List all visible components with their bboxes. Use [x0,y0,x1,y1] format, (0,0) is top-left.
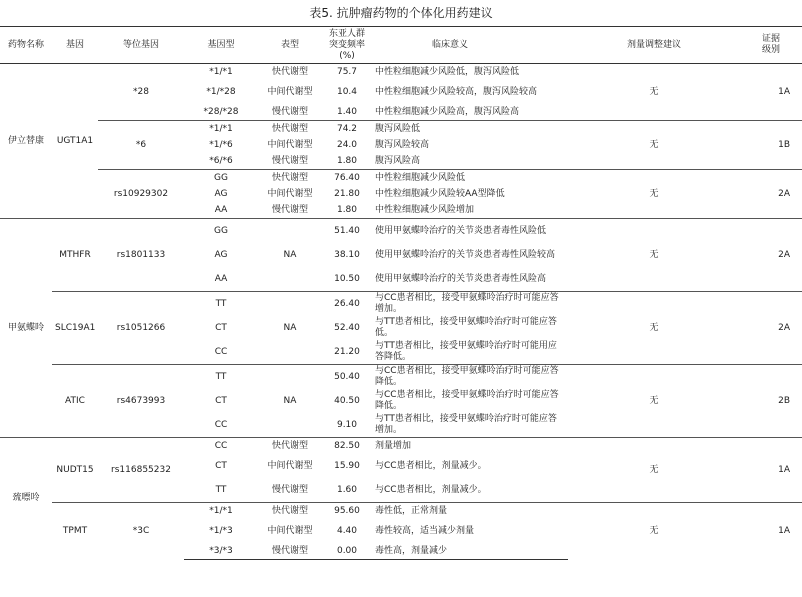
dosing-table [0,26,802,560]
phenotype: 慢代谢型 [271,155,308,166]
gene-name: NUDT15 [52,438,98,503]
frequency: 52.40 [334,322,360,333]
phenotype: NA [258,292,322,365]
dose-advice: 无 [568,121,740,170]
genotype: TT [215,484,227,495]
header-clinical-meaning: 临床意义 [372,27,568,64]
evidence-level: 2A [740,170,802,219]
allele: rs1051266 [98,292,184,365]
genotype: *3/*3 [184,543,258,560]
clinical-meaning: 与CC患者相比，接受甲氨蝶呤治疗时可能应答降低。 [372,365,568,390]
table-row [0,170,802,187]
clinical-meaning: 与CC患者相比，剂量减少。 [375,460,487,471]
phenotype: 中间代谢型 [267,139,313,150]
header-evidence-level: 证据 级别 [740,27,802,64]
header-genotype: 基因型 [184,27,258,64]
frequency: 40.50 [334,395,360,406]
genotype: *1/*6 [209,139,233,150]
evidence-level: 2B [740,365,802,438]
clinical-meaning: 与TT患者相比，接受甲氨蝶呤治疗时可能应答低。 [375,317,557,338]
gene-name: TPMT [52,503,98,560]
genotype: *28/*28 [203,106,239,117]
phenotype: NA [258,219,322,292]
phenotype: NA [258,365,322,438]
dose-advice: 无 [568,219,740,292]
genotype: GG [184,170,258,187]
phenotype: 中间代谢型 [267,86,313,97]
clinical-meaning: 毒性高，剂量减少 [372,543,568,560]
allele: rs1801133 [98,219,184,292]
genotype: *6/*6 [209,155,233,166]
table-row [0,438,802,455]
frequency: 10.50 [334,273,360,284]
frequency: 21.80 [334,188,360,199]
frequency: 76.40 [322,170,372,187]
allele: *6 [98,121,184,170]
header-gene: 基因 [52,27,98,64]
header-drug: 药物名称 [0,27,52,64]
table-row [0,219,802,244]
frequency: 1.60 [336,484,358,495]
genotype: AG [214,249,228,260]
genotype: *1/*1 [184,503,258,520]
frequency: 26.40 [322,292,372,317]
frequency: 1.80 [336,155,358,166]
frequency: 95.60 [322,503,372,520]
genotype: CC [214,346,228,357]
phenotype: 快代谢型 [258,503,322,520]
phenotype: 快代谢型 [258,170,322,187]
dose-advice: 无 [649,86,659,97]
clinical-meaning: 中性粒细胞减少风险增加 [375,204,475,215]
genotype: CC [214,419,228,430]
frequency: 1.80 [336,204,358,215]
gene-name: SLC19A1 [52,292,98,365]
allele: rs10929302 [98,170,184,219]
clinical-meaning: 使用甲氨蝶呤治疗的关节炎患者毒性风险低 [372,219,568,244]
evidence-level: 1A [778,86,790,97]
clinical-meaning: 毒性低，正常剂量 [372,503,568,520]
dose-advice: 无 [568,170,740,219]
genotype: CT [215,395,227,406]
allele: rs4673993 [98,365,184,438]
table-row [0,64,802,81]
clinical-meaning: 中性粒细胞减少风险低，腹泻风险低 [375,66,520,77]
genotype: TT [184,292,258,317]
clinical-meaning: 腹泻风险低 [372,121,568,138]
table-caption: 表5. 抗肿瘤药物的个体化用药建议 [309,6,493,20]
table-row [0,503,802,520]
clinical-meaning: 中性粒细胞减少风险较AA型降低 [375,188,505,199]
frequency: 4.40 [336,525,358,536]
allele: *28 [133,86,149,97]
clinical-meaning: 剂量增加 [372,438,568,455]
frequency: 51.40 [322,219,372,244]
gene-name: UGT1A1 [56,135,94,146]
header-frequency: 东亚人群 突变频率 (%) [322,27,372,64]
phenotype: 快代谢型 [258,121,322,138]
allele: *3C [98,503,184,560]
dose-advice: 无 [568,292,740,365]
genotype: AA [214,273,228,284]
dose-advice: 无 [568,365,740,438]
genotype: *1/*3 [209,525,233,536]
frequency: 82.50 [322,438,372,455]
header-row [0,27,802,64]
evidence-level: 2A [740,292,802,365]
clinical-meaning: 与CC患者相比，接受甲氨蝶呤治疗时可能应答增加。 [372,292,568,317]
genotype: CT [215,322,227,333]
clinical-meaning: 使用甲氨蝶呤治疗的关节炎患者毒性风险高 [375,273,547,284]
phenotype: 快代谢型 [271,66,308,77]
genotype: *1/*1 [184,121,258,138]
frequency: 1.40 [336,106,358,117]
clinical-meaning: 中性粒细胞减少风险高，腹泻风险高 [375,106,520,117]
frequency: 0.00 [322,543,372,560]
evidence-level: 1A [740,503,802,560]
frequency: 10.4 [336,86,358,97]
phenotype: 慢代谢型 [258,543,322,560]
drug-name: 甲氨蝶呤 [0,219,52,438]
genotype: GG [184,219,258,244]
dose-advice: 无 [568,438,740,503]
frequency: 50.40 [322,365,372,390]
clinical-meaning: 与CC患者相比，接受甲氨蝶呤治疗时可能应答降低。 [375,390,559,411]
phenotype: 中间代谢型 [267,460,313,471]
evidence-level: 2A [740,219,802,292]
genotype: AG [214,188,228,199]
header-allele: 等位基因 [98,27,184,64]
evidence-level: 1A [740,438,802,503]
frequency: 74.2 [322,121,372,138]
gene-name: ATIC [52,365,98,438]
drug-name: 伊立替康 [7,135,44,146]
frequency: 75.7 [336,66,358,77]
clinical-meaning: 与TT患者相比，接受甲氨蝶呤治疗时可能应答增加。 [375,414,557,435]
clinical-meaning: 毒性较高，适当减少剂量 [375,525,475,536]
gene-name: MTHFR [52,219,98,292]
genotype: CC [184,438,258,455]
genotype: *1/*1 [209,66,233,77]
phenotype: 中间代谢型 [267,188,313,199]
allele: rs116855232 [98,438,184,503]
frequency: 21.20 [334,346,360,357]
table-row [0,121,802,138]
phenotype: 慢代谢型 [271,484,308,495]
evidence-level: 1B [740,121,802,170]
clinical-meaning: 使用甲氨蝶呤治疗的关节炎患者毒性风险较高 [375,249,556,260]
frequency: 24.0 [336,139,358,150]
clinical-meaning: 腹泻风险较高 [375,139,430,150]
dose-advice: 无 [568,503,740,560]
phenotype: 快代谢型 [258,438,322,455]
drug-name: 巯嘌呤 [0,438,52,560]
frequency: 9.10 [336,419,358,430]
clinical-meaning: 与TT患者相比，接受甲氨蝶呤治疗时可能用应答降低。 [375,341,557,362]
frequency: 38.10 [334,249,360,260]
frequency: 15.90 [334,460,360,471]
phenotype: 慢代谢型 [271,106,308,117]
genotype: CT [215,460,227,471]
genotype: TT [184,365,258,390]
table-row [0,292,802,317]
phenotype: 慢代谢型 [271,204,308,215]
clinical-meaning: 与CC患者相比，剂量减少。 [375,484,487,495]
genotype: AA [214,204,228,215]
header-phenotype: 表型 [258,27,322,64]
phenotype: 中间代谢型 [267,525,313,536]
clinical-meaning: 中性粒细胞减少风险低 [372,170,568,187]
clinical-meaning: 腹泻风险高 [375,155,421,166]
clinical-meaning: 中性粒细胞减少风险较高，腹泻风险较高 [375,86,538,97]
genotype: *1/*28 [206,86,236,97]
header-dose-advice: 剂量调整建议 [568,27,740,64]
table-row [0,365,802,390]
